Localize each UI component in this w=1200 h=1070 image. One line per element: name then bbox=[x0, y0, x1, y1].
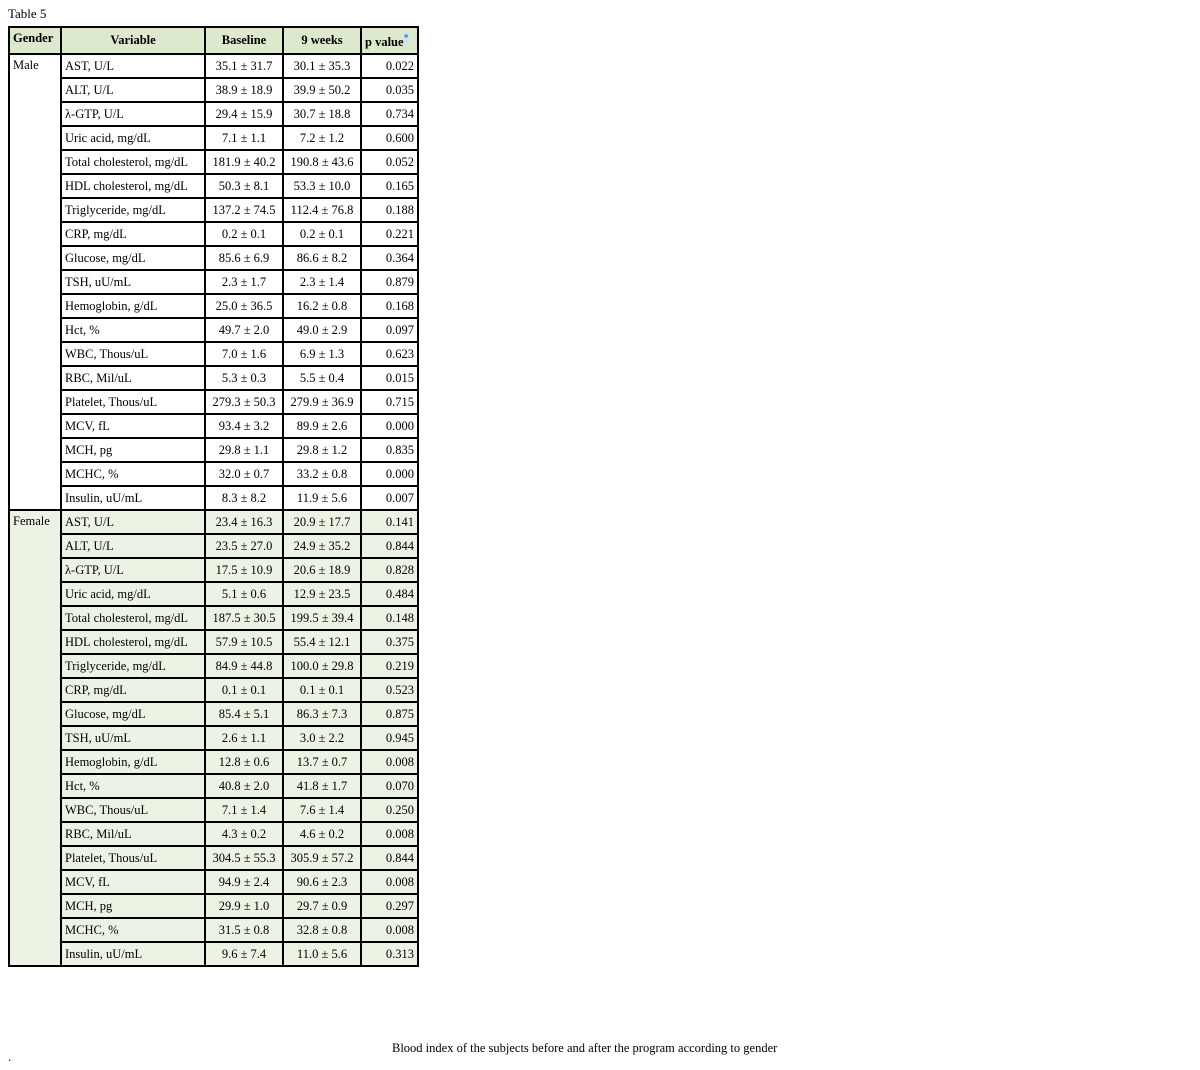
table-row bbox=[9, 486, 418, 510]
baseline-cell: 29.4 ± 15.9 bbox=[205, 102, 283, 126]
variable-cell: TSH, uU/mL bbox=[61, 726, 205, 750]
baseline-cell: 25.0 ± 36.5 bbox=[205, 294, 283, 318]
footnote-link[interactable]: * bbox=[403, 32, 409, 44]
table-row bbox=[9, 174, 418, 198]
weeks-cell: 4.6 ± 0.2 bbox=[283, 822, 361, 846]
baseline-cell: 57.9 ± 10.5 bbox=[205, 630, 283, 654]
table-row bbox=[9, 606, 418, 630]
weeks-cell: 11.0 ± 5.6 bbox=[283, 942, 361, 966]
variable-cell: Glucose, mg/dL bbox=[61, 246, 205, 270]
baseline-cell: 7.1 ± 1.4 bbox=[205, 798, 283, 822]
weeks-cell: 29.7 ± 0.9 bbox=[283, 894, 361, 918]
table-row bbox=[9, 894, 418, 918]
p-value-cell: 0.879 bbox=[361, 270, 418, 294]
weeks-cell: 53.3 ± 10.0 bbox=[283, 174, 361, 198]
p-value-cell: 0.008 bbox=[361, 750, 418, 774]
p-value-cell: 0.070 bbox=[361, 774, 418, 798]
variable-cell: HDL cholesterol, mg/dL bbox=[61, 174, 205, 198]
baseline-cell: 40.8 ± 2.0 bbox=[205, 774, 283, 798]
table-row bbox=[9, 870, 418, 894]
weeks-cell: 12.9 ± 23.5 bbox=[283, 582, 361, 606]
baseline-cell: 4.3 ± 0.2 bbox=[205, 822, 283, 846]
p-value-cell: 0.008 bbox=[361, 822, 418, 846]
weeks-cell: 112.4 ± 76.8 bbox=[283, 198, 361, 222]
p-value-cell: 0.945 bbox=[361, 726, 418, 750]
table-row bbox=[9, 510, 418, 534]
footer-mark: . bbox=[8, 1049, 12, 1064]
p-value-cell: 0.000 bbox=[361, 414, 418, 438]
weeks-cell: 49.0 ± 2.9 bbox=[283, 318, 361, 342]
variable-cell: Uric acid, mg/dL bbox=[61, 126, 205, 150]
baseline-cell: 23.5 ± 27.0 bbox=[205, 534, 283, 558]
table-row bbox=[9, 774, 418, 798]
variable-cell: Total cholesterol, mg/dL bbox=[61, 150, 205, 174]
table-row bbox=[9, 918, 418, 942]
weeks-cell: 2.3 ± 1.4 bbox=[283, 270, 361, 294]
baseline-cell: 85.4 ± 5.1 bbox=[205, 702, 283, 726]
blood-index-table bbox=[8, 26, 419, 967]
table-row bbox=[9, 438, 418, 462]
variable-cell: WBC, Thous/uL bbox=[61, 798, 205, 822]
variable-cell: HDL cholesterol, mg/dL bbox=[61, 630, 205, 654]
baseline-cell: 23.4 ± 16.3 bbox=[205, 510, 283, 534]
variable-cell: MCH, pg bbox=[61, 894, 205, 918]
variable-cell: MCV, fL bbox=[61, 414, 205, 438]
weeks-cell: 0.1 ± 0.1 bbox=[283, 678, 361, 702]
weeks-cell: 3.0 ± 2.2 bbox=[283, 726, 361, 750]
table-row bbox=[9, 78, 418, 102]
weeks-cell: 90.6 ± 2.3 bbox=[283, 870, 361, 894]
variable-cell: λ-GTP, U/L bbox=[61, 558, 205, 582]
baseline-cell: 93.4 ± 3.2 bbox=[205, 414, 283, 438]
p-value-label: p value bbox=[365, 35, 404, 50]
p-value-cell: 0.141 bbox=[361, 510, 418, 534]
table-row bbox=[9, 582, 418, 606]
header-9-weeks: 9 weeks bbox=[283, 27, 361, 54]
header-p-value bbox=[361, 27, 418, 54]
variable-cell: ALT, U/L bbox=[61, 78, 205, 102]
variable-cell: Insulin, uU/mL bbox=[61, 942, 205, 966]
baseline-cell: 85.6 ± 6.9 bbox=[205, 246, 283, 270]
variable-cell: Total cholesterol, mg/dL bbox=[61, 606, 205, 630]
weeks-cell: 41.8 ± 1.7 bbox=[283, 774, 361, 798]
variable-cell: CRP, mg/dL bbox=[61, 222, 205, 246]
baseline-cell: 7.1 ± 1.1 bbox=[205, 126, 283, 150]
table-row bbox=[9, 150, 418, 174]
weeks-cell: 20.6 ± 18.9 bbox=[283, 558, 361, 582]
baseline-cell: 12.8 ± 0.6 bbox=[205, 750, 283, 774]
baseline-cell: 49.7 ± 2.0 bbox=[205, 318, 283, 342]
baseline-cell: 2.6 ± 1.1 bbox=[205, 726, 283, 750]
header-variable: Variable bbox=[61, 27, 205, 54]
weeks-cell: 6.9 ± 1.3 bbox=[283, 342, 361, 366]
weeks-cell: 16.2 ± 0.8 bbox=[283, 294, 361, 318]
table-row bbox=[9, 750, 418, 774]
baseline-cell: 84.9 ± 44.8 bbox=[205, 654, 283, 678]
weeks-cell: 5.5 ± 0.4 bbox=[283, 366, 361, 390]
p-value-cell: 0.523 bbox=[361, 678, 418, 702]
table-row bbox=[9, 678, 418, 702]
weeks-cell: 30.1 ± 35.3 bbox=[283, 54, 361, 78]
variable-cell: Hct, % bbox=[61, 774, 205, 798]
p-value-cell: 0.623 bbox=[361, 342, 418, 366]
table-row bbox=[9, 270, 418, 294]
baseline-cell: 31.5 ± 0.8 bbox=[205, 918, 283, 942]
variable-cell: RBC, Mil/uL bbox=[61, 366, 205, 390]
weeks-cell: 33.2 ± 0.8 bbox=[283, 462, 361, 486]
table-row bbox=[9, 198, 418, 222]
weeks-cell: 24.9 ± 35.2 bbox=[283, 534, 361, 558]
table-caption: Blood index of the subjects before and after the program according to gender bbox=[392, 1041, 778, 1055]
p-value-cell: 0.168 bbox=[361, 294, 418, 318]
table-row bbox=[9, 942, 418, 966]
p-value-cell: 0.844 bbox=[361, 846, 418, 870]
table-row bbox=[9, 630, 418, 654]
weeks-cell: 39.9 ± 50.2 bbox=[283, 78, 361, 102]
table-row bbox=[9, 294, 418, 318]
weeks-cell: 86.3 ± 7.3 bbox=[283, 702, 361, 726]
variable-cell: Hct, % bbox=[61, 318, 205, 342]
variable-cell: Platelet, Thous/uL bbox=[61, 846, 205, 870]
variable-cell: CRP, mg/dL bbox=[61, 678, 205, 702]
p-value-cell: 0.188 bbox=[361, 198, 418, 222]
baseline-cell: 2.3 ± 1.7 bbox=[205, 270, 283, 294]
variable-cell: Triglyceride, mg/dL bbox=[61, 198, 205, 222]
baseline-cell: 5.3 ± 0.3 bbox=[205, 366, 283, 390]
p-value-cell: 0.828 bbox=[361, 558, 418, 582]
weeks-cell: 13.7 ± 0.7 bbox=[283, 750, 361, 774]
header-row bbox=[9, 27, 418, 54]
p-value-cell: 0.364 bbox=[361, 246, 418, 270]
weeks-cell: 86.6 ± 8.2 bbox=[283, 246, 361, 270]
weeks-cell: 32.8 ± 0.8 bbox=[283, 918, 361, 942]
p-value-cell: 0.600 bbox=[361, 126, 418, 150]
weeks-cell: 55.4 ± 12.1 bbox=[283, 630, 361, 654]
gender-cell: Male bbox=[9, 54, 61, 510]
baseline-cell: 38.9 ± 18.9 bbox=[205, 78, 283, 102]
p-value-cell: 0.097 bbox=[361, 318, 418, 342]
weeks-cell: 100.0 ± 29.8 bbox=[283, 654, 361, 678]
variable-cell: Platelet, Thous/uL bbox=[61, 390, 205, 414]
baseline-cell: 8.3 ± 8.2 bbox=[205, 486, 283, 510]
variable-cell: Hemoglobin, g/dL bbox=[61, 750, 205, 774]
baseline-cell: 137.2 ± 74.5 bbox=[205, 198, 283, 222]
header-baseline: Baseline bbox=[205, 27, 283, 54]
table-row bbox=[9, 126, 418, 150]
table-row bbox=[9, 798, 418, 822]
table-body bbox=[9, 54, 418, 966]
table-row bbox=[9, 846, 418, 870]
p-value-cell: 0.022 bbox=[361, 54, 418, 78]
variable-cell: MCHC, % bbox=[61, 918, 205, 942]
baseline-cell: 17.5 ± 10.9 bbox=[205, 558, 283, 582]
variable-cell: MCV, fL bbox=[61, 870, 205, 894]
gender-cell: Female bbox=[9, 510, 61, 966]
variable-cell: Glucose, mg/dL bbox=[61, 702, 205, 726]
table-row bbox=[9, 222, 418, 246]
weeks-cell: 190.8 ± 43.6 bbox=[283, 150, 361, 174]
p-value-cell: 0.715 bbox=[361, 390, 418, 414]
baseline-cell: 50.3 ± 8.1 bbox=[205, 174, 283, 198]
variable-cell: RBC, Mil/uL bbox=[61, 822, 205, 846]
table-row bbox=[9, 702, 418, 726]
variable-cell: MCH, pg bbox=[61, 438, 205, 462]
baseline-cell: 35.1 ± 31.7 bbox=[205, 54, 283, 78]
weeks-cell: 89.9 ± 2.6 bbox=[283, 414, 361, 438]
table-row bbox=[9, 654, 418, 678]
table-row bbox=[9, 462, 418, 486]
weeks-cell: 0.2 ± 0.1 bbox=[283, 222, 361, 246]
baseline-cell: 0.2 ± 0.1 bbox=[205, 222, 283, 246]
variable-cell: ALT, U/L bbox=[61, 534, 205, 558]
p-value-cell: 0.008 bbox=[361, 918, 418, 942]
variable-cell: λ-GTP, U/L bbox=[61, 102, 205, 126]
variable-cell: AST, U/L bbox=[61, 510, 205, 534]
table-row bbox=[9, 246, 418, 270]
baseline-cell: 9.6 ± 7.4 bbox=[205, 942, 283, 966]
p-value-cell: 0.313 bbox=[361, 942, 418, 966]
baseline-cell: 304.5 ± 55.3 bbox=[205, 846, 283, 870]
table-label: Table 5 bbox=[8, 6, 47, 21]
p-value-cell: 0.844 bbox=[361, 534, 418, 558]
weeks-cell: 199.5 ± 39.4 bbox=[283, 606, 361, 630]
baseline-cell: 29.9 ± 1.0 bbox=[205, 894, 283, 918]
table-row bbox=[9, 726, 418, 750]
weeks-cell: 11.9 ± 5.6 bbox=[283, 486, 361, 510]
weeks-cell: 20.9 ± 17.7 bbox=[283, 510, 361, 534]
variable-cell: Hemoglobin, g/dL bbox=[61, 294, 205, 318]
p-value-cell: 0.375 bbox=[361, 630, 418, 654]
baseline-cell: 7.0 ± 1.6 bbox=[205, 342, 283, 366]
p-value-cell: 0.875 bbox=[361, 702, 418, 726]
baseline-cell: 279.3 ± 50.3 bbox=[205, 390, 283, 414]
table-row bbox=[9, 102, 418, 126]
variable-cell: WBC, Thous/uL bbox=[61, 342, 205, 366]
p-value-cell: 0.484 bbox=[361, 582, 418, 606]
p-value-cell: 0.219 bbox=[361, 654, 418, 678]
table-row bbox=[9, 366, 418, 390]
variable-cell: Uric acid, mg/dL bbox=[61, 582, 205, 606]
table-row bbox=[9, 558, 418, 582]
baseline-cell: 181.9 ± 40.2 bbox=[205, 150, 283, 174]
weeks-cell: 30.7 ± 18.8 bbox=[283, 102, 361, 126]
p-value-cell: 0.165 bbox=[361, 174, 418, 198]
header-gender: Gender bbox=[9, 27, 61, 54]
p-value-cell: 0.035 bbox=[361, 78, 418, 102]
variable-cell: MCHC, % bbox=[61, 462, 205, 486]
p-value-cell: 0.734 bbox=[361, 102, 418, 126]
p-value-cell: 0.221 bbox=[361, 222, 418, 246]
baseline-cell: 94.9 ± 2.4 bbox=[205, 870, 283, 894]
baseline-cell: 29.8 ± 1.1 bbox=[205, 438, 283, 462]
variable-cell: Triglyceride, mg/dL bbox=[61, 654, 205, 678]
table-row bbox=[9, 534, 418, 558]
variable-cell: TSH, uU/mL bbox=[61, 270, 205, 294]
baseline-cell: 187.5 ± 30.5 bbox=[205, 606, 283, 630]
table-row bbox=[9, 342, 418, 366]
p-value-cell: 0.007 bbox=[361, 486, 418, 510]
table-row bbox=[9, 390, 418, 414]
baseline-cell: 5.1 ± 0.6 bbox=[205, 582, 283, 606]
p-value-cell: 0.297 bbox=[361, 894, 418, 918]
p-value-cell: 0.052 bbox=[361, 150, 418, 174]
table-row bbox=[9, 822, 418, 846]
weeks-cell: 29.8 ± 1.2 bbox=[283, 438, 361, 462]
weeks-cell: 279.9 ± 36.9 bbox=[283, 390, 361, 414]
weeks-cell: 7.2 ± 1.2 bbox=[283, 126, 361, 150]
baseline-cell: 32.0 ± 0.7 bbox=[205, 462, 283, 486]
p-value-cell: 0.250 bbox=[361, 798, 418, 822]
p-value-cell: 0.000 bbox=[361, 462, 418, 486]
p-value-cell: 0.835 bbox=[361, 438, 418, 462]
weeks-cell: 7.6 ± 1.4 bbox=[283, 798, 361, 822]
p-value-cell: 0.008 bbox=[361, 870, 418, 894]
table-row bbox=[9, 54, 418, 78]
table-row bbox=[9, 318, 418, 342]
p-value-cell: 0.015 bbox=[361, 366, 418, 390]
p-value-cell: 0.148 bbox=[361, 606, 418, 630]
variable-cell: AST, U/L bbox=[61, 54, 205, 78]
table-row bbox=[9, 414, 418, 438]
weeks-cell: 305.9 ± 57.2 bbox=[283, 846, 361, 870]
variable-cell: Insulin, uU/mL bbox=[61, 486, 205, 510]
baseline-cell: 0.1 ± 0.1 bbox=[205, 678, 283, 702]
